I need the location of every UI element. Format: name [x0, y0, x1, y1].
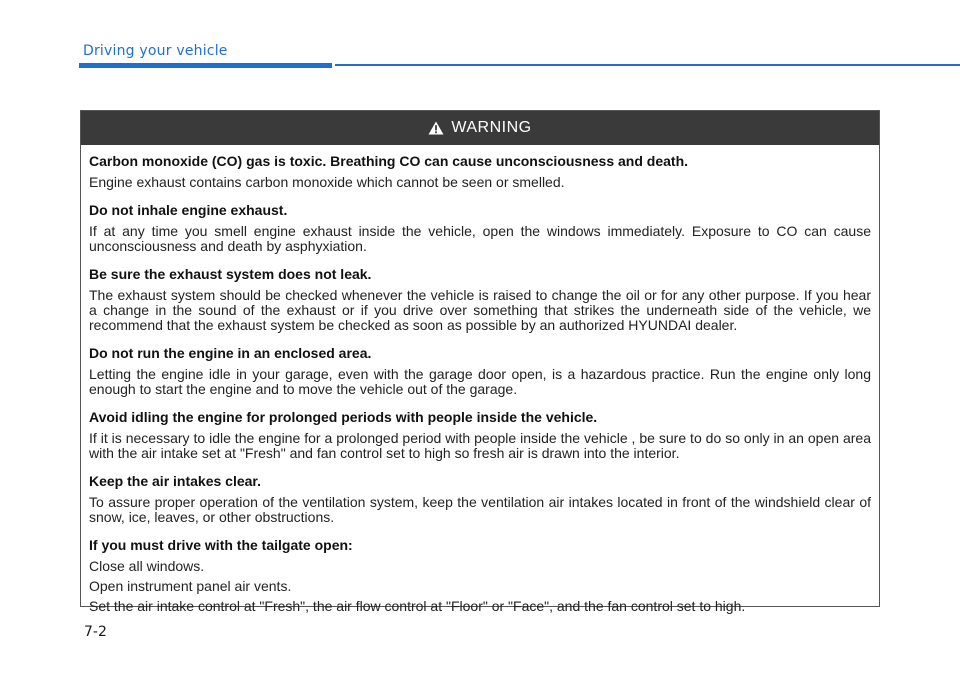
block-heading: Do not run the engine in an enclosed area. [89, 345, 372, 361]
header-rule-thick [79, 63, 332, 68]
block-heading: Carbon monoxide (CO) gas is toxic. Breathing CO can cause unconsciousness and death. [89, 153, 689, 169]
block-heading: Be sure the exhaust system does not leak. [89, 266, 372, 282]
warning-triangle-icon [428, 121, 444, 135]
block-heading: Do not inhale engine exhaust. [89, 202, 288, 218]
page-number: 7-2 [84, 624, 107, 640]
block-line: Set the air intake control at "Fresh", the air flow control at "Floor" or "Face", and the fan control set to high. [89, 598, 746, 614]
warning-block [89, 153, 871, 190]
warning-block [89, 409, 871, 461]
block-text: Engine exhaust contains carbon monoxide which cannot be seen or smelled. [89, 174, 565, 190]
block-text: If it is necessary to idle the engine for a prolonged period with people inside the vehicle , be sure to do so only in an open area with the air intake set at "Fresh" and fan control set to high so fresh air is drawn into the interior. [89, 430, 871, 461]
block-text: If at any time you smell engine exhaust inside the vehicle, open the windows immediately. Exposure to CO can cause unconsciousness and death by asphyxiation. [89, 223, 871, 254]
block-text: Letting the engine idle in your garage, even with the garage door open, is a hazardous practice. Run the engine only long enough to start the engine and to move the vehicle out of the garage. [89, 366, 871, 397]
block-heading: If you must drive with the tailgate open: [89, 537, 353, 553]
warning-block [89, 345, 871, 397]
warning-body [81, 145, 879, 614]
warning-title: WARNING [451, 119, 532, 136]
warning-header [81, 111, 879, 145]
warning-block [89, 202, 871, 254]
block-heading: Avoid idling the engine for prolonged periods with people inside the vehicle. [89, 409, 598, 425]
section-title: Driving your vehicle [83, 43, 228, 59]
block-line: Close all windows. [89, 558, 205, 574]
block-text: The exhaust system should be checked whenever the vehicle is raised to change the oil or for any other purpose. If you hear a change in the sound of the exhaust or if you drive over something that strikes the underneath side of the vehicle, we recommend that the exhaust system be checked as soon as possible by an authorized HYUNDAI dealer. [89, 287, 871, 333]
block-heading: Keep the air intakes clear. [89, 473, 261, 489]
block-line: Open instrument panel air vents. [89, 578, 292, 594]
warning-block [89, 537, 871, 614]
warning-block [89, 473, 871, 525]
warning-block [89, 266, 871, 333]
warning-box [80, 110, 880, 614]
header-rule-thin [335, 64, 960, 66]
block-text: To assure proper operation of the ventilation system, keep the ventilation air intakes located in front of the windshield clear of snow, ice, leaves, or other obstructions. [89, 494, 871, 525]
